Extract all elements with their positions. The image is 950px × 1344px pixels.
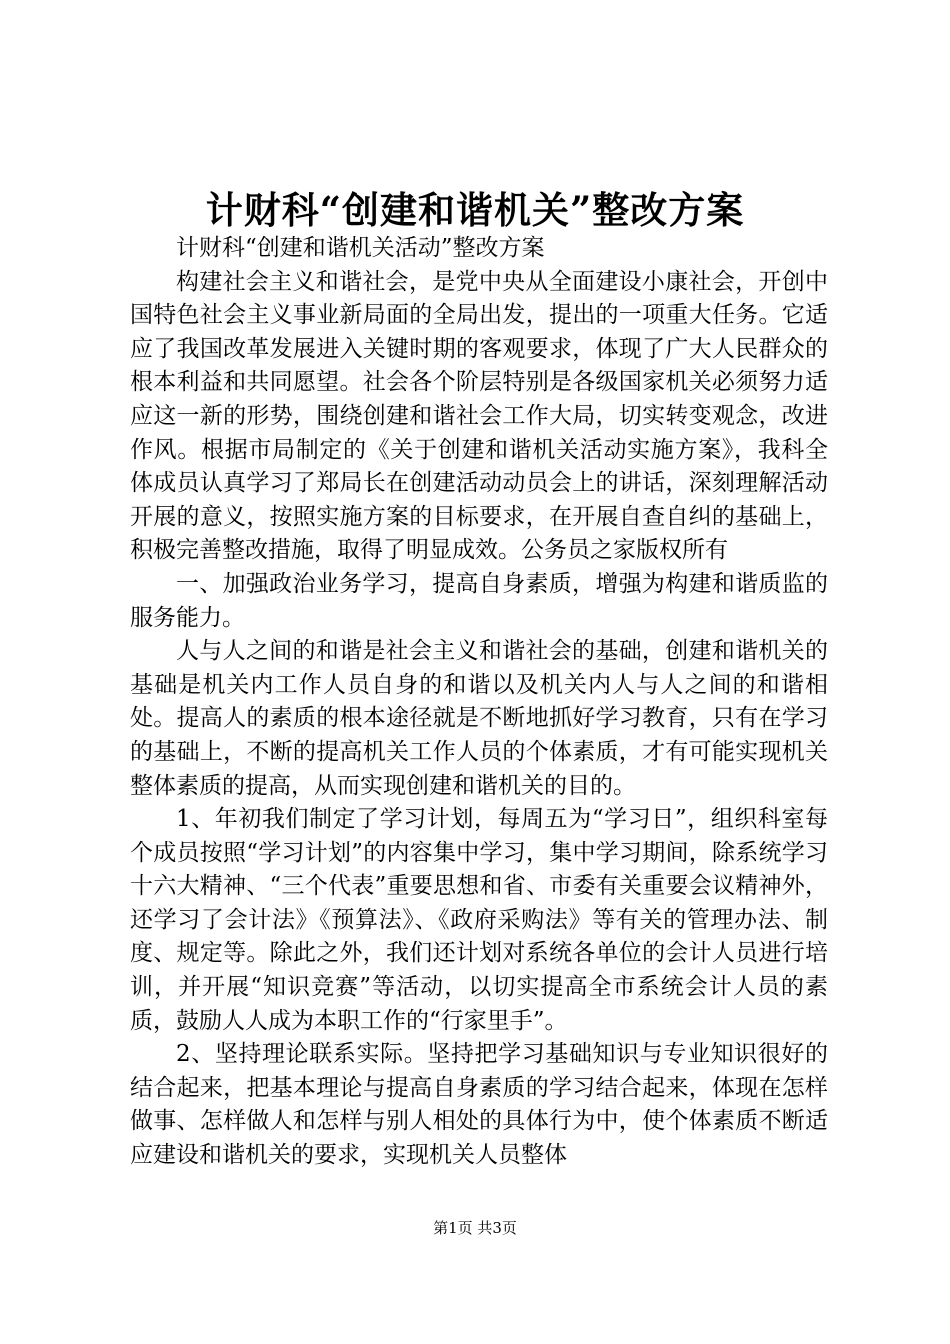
body-paragraph: 人与人之间的和谐是社会主义和谐社会的基础，创建和谐机关的基础是机关内工作人员自身的和谐以及机关内人与人之间的和谐相处。提高人的素质的根本途径就是不断地抓好学习教育，只有在学习的基础上，不断的提高机关工作人员的个体素质，才有可能实现机关整体素质的提高，从而实现创建和谐机关的目的。 xyxy=(130,638,828,799)
body-paragraph: 1、年初我们制定了学习计划，每周五为“学习日”，组织科室每个成员按照“学习计划”的内容集中学习，集中学习期间，除系统学习十六大精神、“三个代表”重要思想和省、市委有关重要会议精神外，还学习了会计法》《预算法》、《政府采购法》等有关的管理办法、制度、规定等。除此之外，我们还计划对系统各单位的会计人员进行培训，并开展“知识竞赛”等活动，以切实提高全市系统会计人员的素质，鼓励人人成为本职工作的“行家里手”。 xyxy=(130,806,828,1034)
document-body xyxy=(130,232,828,1173)
section-heading: 一、加强政治业务学习，提高自身素质，增强为构建和谐质监的服务能力。 xyxy=(130,570,828,631)
body-paragraph: 2、坚持理论联系实际。坚持把学习基础知识与专业知识很好的结合起来，把基本理论与提高自身素质的学习结合起来，体现在怎样做事、怎样做人和怎样与别人相处的具体行为中，使个体素质不断适应建设和谐机关的要求，实现机关人员整体 xyxy=(130,1041,828,1169)
subtitle-paragraph: 计财科“创建和谐机关活动”整改方案 xyxy=(176,235,545,261)
document-title: 计财科“创建和谐机关”整改方案 xyxy=(205,188,745,232)
page-footer: 第1页 共3页 xyxy=(433,1219,517,1237)
body-paragraph: 构建社会主义和谐社会，是党中央从全面建设小康社会，开创中国特色社会主义事业新局面的全局出发，提出的一项重大任务。它适应了我国改革发展进入关键时期的客观要求，体现了广大人民群众的根本利益和共同愿望。社会各个阶层特别是各级国家机关必须努力适应这一新的形势，围绕创建和谐社会工作大局，切实转变观念，改进作风。根据市局制定的《关于创建和谐机关活动实施方案》，我科全体成员认真学习了郑局长在创建活动动员会上的讲话，深刻理解活动开展的意义，按照实施方案的目标要求，在开展自查自纠的基础上，积极完善整改措施，取得了明显成效。公务员之家版权所有 xyxy=(130,268,828,564)
